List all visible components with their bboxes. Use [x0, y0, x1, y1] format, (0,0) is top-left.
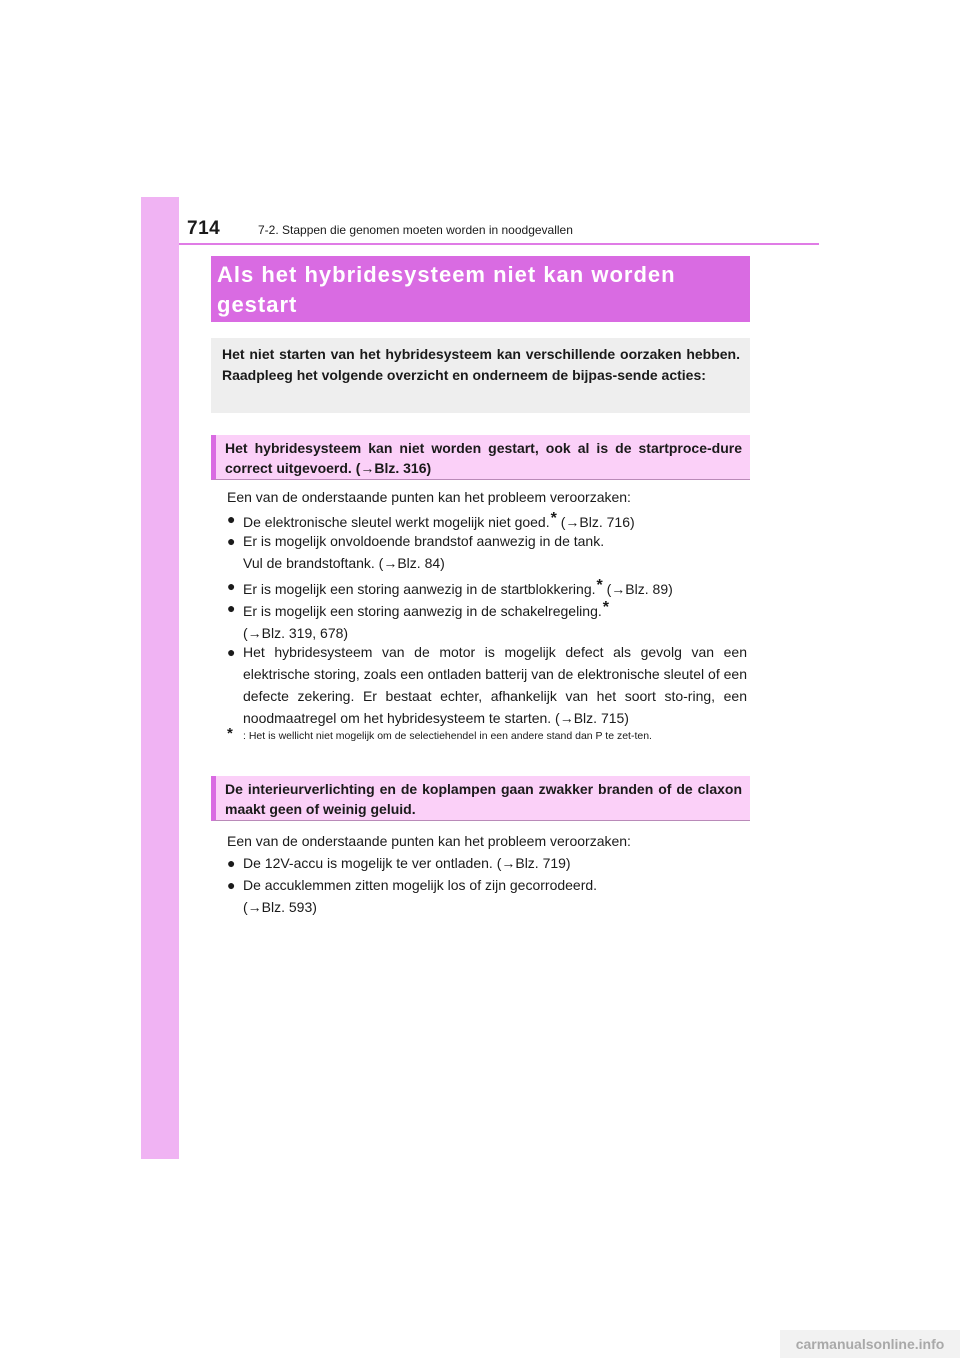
footnote-marker: *: [602, 599, 609, 616]
list-item: ● Er is mogelijk onvoldoende brandstof aanwezig in de tank. Vul de brandstoftank. (→Blz. 84): [227, 530, 747, 574]
list-item: ● Het hybridesysteem van de motor is mogelijk defect als gevolg van een elektrische storing, zoals een ontladen batterij van de elektronische sleutel of een defecte zekering. Er bestaat echter, afhankelijk van het soort sto-ring, een noodmaatregel om het hybridesysteem te starten. (→Blz. 715): [227, 641, 747, 729]
list-item: ● Er is mogelijk een storing aanwezig in de startblokkering.* (→Blz. 89): [227, 577, 673, 597]
footnote-marker: *: [550, 510, 557, 527]
subheading-weak-lights: De interieurverlichting en de koplampen gaan zwakker branden of de claxon maakt geen of weinig geluid.: [211, 776, 750, 821]
chapter-sidebar-tab: [141, 197, 179, 1159]
bullet-icon: ●: [227, 578, 236, 594]
header-rule: [179, 243, 819, 245]
lead-text-2: Een van de onderstaande punten kan het probleem veroorzaken:: [227, 833, 631, 849]
footnote-marker: *: [596, 577, 603, 594]
running-header: 7-2. Stappen die genomen moeten worden in noodgevallen: [258, 223, 573, 237]
intro-box: Het niet starten van het hybridesysteem kan verschillende oorzaken hebben. Raadpleeg het volgende overzicht en onderneem de bijpas-sende acties:: [211, 338, 750, 413]
list-item: ● De elektronische sleutel werkt mogelijk niet goed.* (→Blz. 716): [227, 510, 635, 530]
bullet-icon: ●: [227, 644, 236, 660]
watermark: carmanualsonline.info: [780, 1330, 960, 1358]
section-title: Als het hybridesysteem niet kan worden gestart: [211, 256, 750, 322]
footnote-marker: *: [227, 725, 233, 742]
bullet-icon: ●: [227, 511, 236, 527]
bullet-icon: ●: [227, 855, 236, 871]
list-item: ● Er is mogelijk een storing aanwezig in de schakelregeling.* (→Blz. 319, 678): [227, 599, 609, 641]
list-item: ● De accuklemmen zitten mogelijk los of zijn gecorrodeerd. (→Blz. 593): [227, 874, 747, 918]
bullet-icon: ●: [227, 533, 236, 549]
bullet-icon: ●: [227, 877, 236, 893]
bullet-icon: ●: [227, 600, 236, 616]
lead-text-1: Een van de onderstaande punten kan het probleem veroorzaken:: [227, 489, 631, 505]
page-number: 714: [187, 218, 221, 239]
list-item: ● De 12V-accu is mogelijk te ver ontladen. (→Blz. 719): [227, 852, 747, 874]
subheading-start-failure: Het hybridesysteem kan niet worden gestart, ook al is de startproce-dure correct uitgevoerd. (→Blz. 316): [211, 435, 750, 480]
footnote: * : Het is wellicht niet mogelijk om de selectiehendel in een andere stand dan P te zet-ten.: [227, 725, 652, 742]
